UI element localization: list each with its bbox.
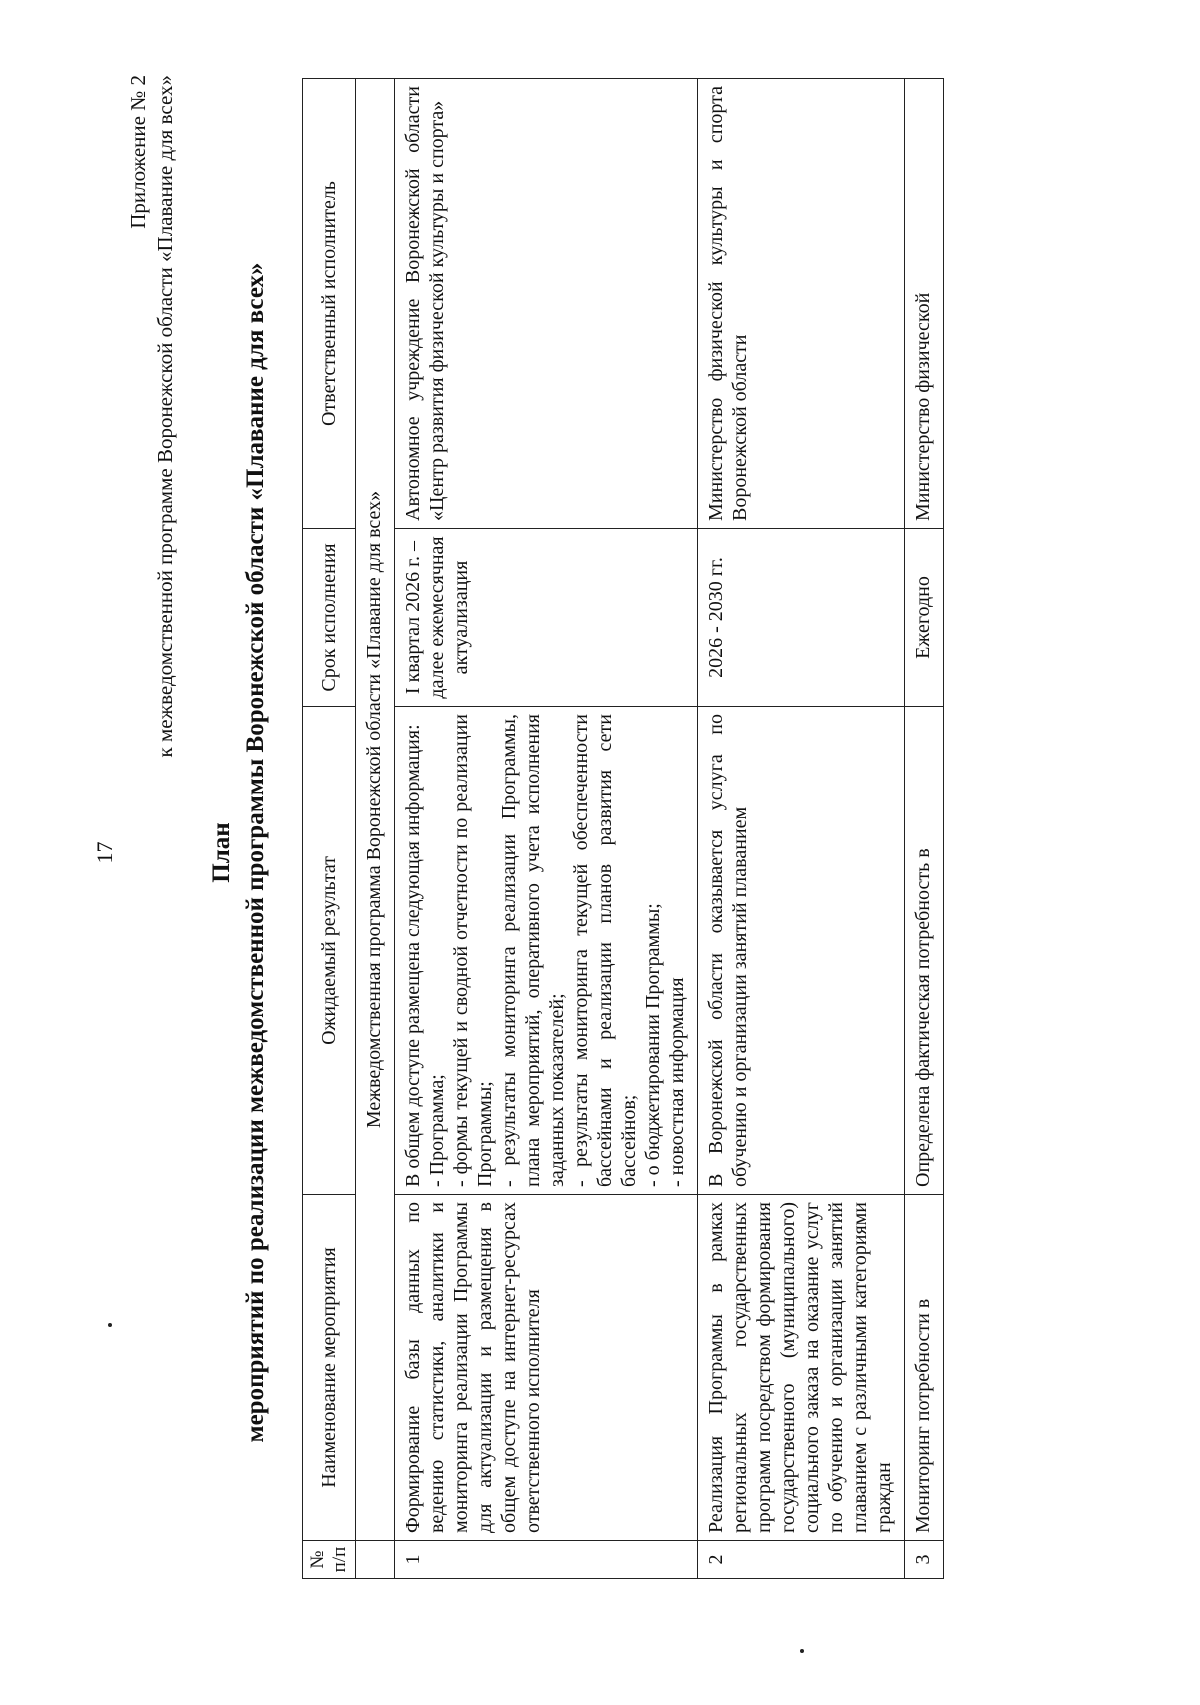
section-num-cell xyxy=(356,1541,395,1579)
result-item: - Программа; xyxy=(426,1074,448,1187)
header-num: № п/п xyxy=(303,1541,356,1579)
page-number: 17 xyxy=(92,841,117,864)
result-item: - результаты мониторинга реализации Программы, плана мероприятий, оперативного учета исполнения заданных показателей; xyxy=(498,714,568,1187)
row-num: 1 xyxy=(395,1541,698,1579)
document-title xyxy=(205,0,273,1705)
row-result: В Воронежской области оказывается услуга по обучению и организации занятий плаванием xyxy=(698,707,905,1195)
scan-speck xyxy=(108,1323,112,1327)
plan-table xyxy=(302,78,944,1579)
appendix-number: Приложение № 2 xyxy=(126,75,150,229)
header-executor: Ответственный исполнитель xyxy=(303,79,356,529)
section-row xyxy=(356,79,395,1579)
section-title: Межведомственная программа Воронежской области «Плавание для всех» xyxy=(356,79,395,1541)
row-deadline: 2026 - 2030 гг. xyxy=(698,529,905,707)
row-event: Реализация Программы в рамках региональных государственных программ посредством формирования государственного (муниципального) социального заказа на оказание услуг по обучению и организации занятий плаванием с различными категориями граждан xyxy=(698,1195,905,1541)
table-row xyxy=(905,79,944,1579)
result-item: - результаты мониторинга текущей обеспеченности бассейнами и реализации планов развития сети бассейнов; xyxy=(570,714,640,1187)
row-event: Формирование базы данных по ведению статистики, аналитики и мониторинга реализации Программы для актуализации и размещения в общем доступе на интернет-ресурсах ответственного исполнителя xyxy=(395,1195,698,1541)
header-result: Ожидаемый результат xyxy=(303,707,356,1195)
row-event: Мониторинг потребности в xyxy=(905,1195,944,1541)
appendix-header xyxy=(125,75,179,757)
header-event: Наименование мероприятия xyxy=(303,1195,356,1541)
row-num: 2 xyxy=(698,1541,905,1579)
row-result: Определена фактическая потребность в xyxy=(905,707,944,1195)
table-row xyxy=(698,79,905,1579)
scan-speck xyxy=(800,1649,804,1653)
row-deadline: I квартал 2026 г. – далее ежемесячная актуализация xyxy=(395,529,698,707)
header-deadline: Срок исполнения xyxy=(303,529,356,707)
row-result xyxy=(395,707,698,1195)
table-header-row xyxy=(303,79,356,1579)
row-deadline: Ежегодно xyxy=(905,529,944,707)
table-row xyxy=(395,79,698,1579)
result-item: - формы текущей и сводной отчетности по реализации Программы; xyxy=(450,714,496,1187)
appendix-reference: к межведомственной программе Воронежской области «Плавание для всех» xyxy=(153,75,177,758)
result-item: - новостная информация xyxy=(666,977,688,1187)
row-num: 3 xyxy=(905,1541,944,1579)
result-intro: В общем доступе размещена следующая информация: xyxy=(402,724,424,1187)
title-line-1: План xyxy=(208,822,235,883)
row-executor: Автономное учреждение Воронежской области «Центр развития физической культуры и спорта» xyxy=(395,79,698,529)
row-executor: Министерство физической xyxy=(905,79,944,529)
title-line-2: мероприятий по реализации межведомственной программы Воронежской области «Плавание для всех» xyxy=(242,262,269,1443)
row-executor: Министерство физической культуры и спорта Воронежской области xyxy=(698,79,905,529)
result-item: - о бюджетировании Программы; xyxy=(642,903,664,1187)
